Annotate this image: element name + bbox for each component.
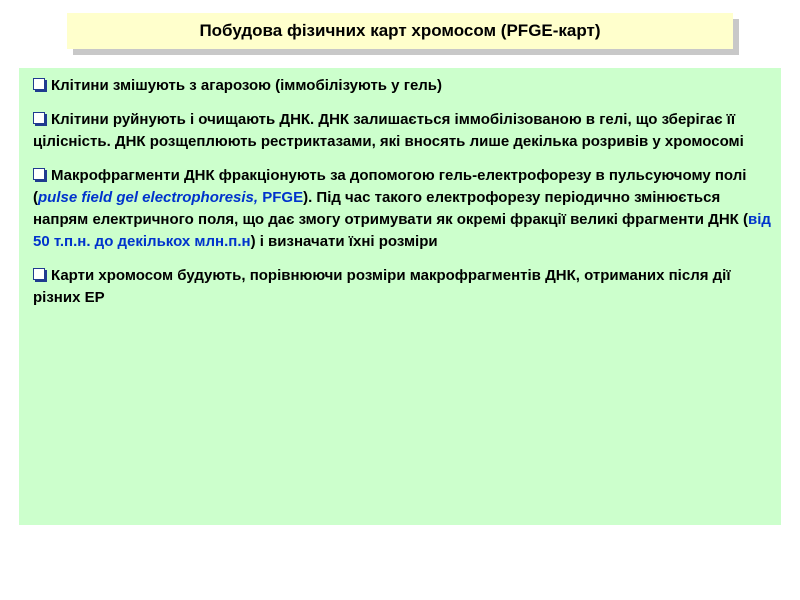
slide-title: Побудова фізичних карт хромосом (PFGE-карт) [199,21,601,40]
bullet-text: Карти хромосом будують, порівнюючи розміри макрофрагментів ДНК, отриманих після дії різних ЕР [33,267,731,306]
checkbox-square-icon [33,168,45,180]
title-box [67,13,733,49]
checkbox-square-icon [33,268,45,280]
content-box [19,68,781,525]
bullet-item-3 [33,165,771,253]
bullet-text: ) і визначати їхні розміри [250,233,438,250]
bullet-text: Макрофрагменти ДНК фракціонують за допомогою гель-електрофорезу в пульсуючому полі ( [33,167,747,206]
bullet-text: Клітини руйнують і очищають ДНК. ДНК залишається іммобілізованою в гелі, що зберігає її цілісність. ДНК розщеплюють рестриктазами, які вносять лише декілька розривів у хромосомі [33,111,744,150]
checkbox-square-icon [33,78,45,90]
bullet-text: ). Під час такого електрофорезу періодично змінюється напрям електричного поля, що дає змогу отримувати як окремі фракції великі фрагменти ДНК ( [33,189,748,228]
bullet-text: Клітини змішують з агарозою (іммобілізують у гель) [51,77,443,94]
checkbox-square-icon [33,112,45,124]
term-abbr: PFGE [258,189,304,206]
bullet-item-2 [33,109,771,153]
term-italic: pulse field gel electrophoresis, [38,189,259,206]
size-range: від 50 т.п.н. до декількох млн.п.н [33,211,771,250]
bullet-item-1 [33,75,771,97]
bullet-item-4 [33,265,771,309]
